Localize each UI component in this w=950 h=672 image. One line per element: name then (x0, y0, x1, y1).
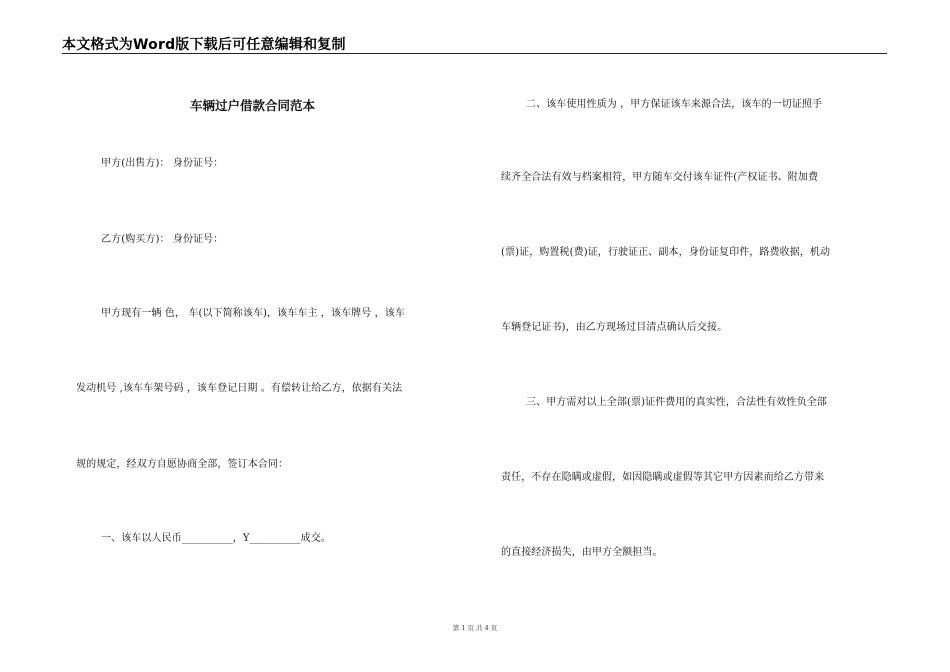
paragraph-line: 三、甲方需对以上全部(票)证件费用的真实性，合法性有效性负全部 (526, 397, 827, 408)
paragraph-line: 一、该车以人民币__________，Y__________成交。 (101, 533, 331, 544)
document-title: 车辆过户借款合同范本 (190, 98, 316, 113)
page-number-footer: 第 1 页 共 4 页 (452, 624, 498, 632)
paragraph-line: (票)证，购置税(费)证，行驶证正、副本，身份证复印件，路费收据，机动 (501, 247, 831, 258)
paragraph-line: 续齐全合法有效与档案相符，甲方随车交付该车证件(产权证书、附加费 (501, 172, 819, 183)
paragraph-line: 甲方现有一辆 色， 车(以下简称该车)，该车车主 ，该车牌号 ，该车 (101, 308, 405, 319)
paragraph-line: 的直接经济损失，由甲方全额担当。 (501, 547, 663, 558)
paragraph-line: 发动机号 ,该车车架号码 ，该车登记日期 。有偿转让给乙方，依据有关法 (76, 383, 403, 394)
download-banner: 本文格式为Word版下载后可任意编辑和复制 (62, 37, 346, 53)
paragraph-line: 乙方(购买方)： 身份证号： (101, 234, 224, 245)
header-rule (62, 53, 887, 54)
paragraph-line: 车辆登记证书)，由乙方现场过目清点确认后交接。 (501, 322, 728, 333)
paragraph-line: 责任，不存在隐瞒或虚假，如因隐瞒或虚假等其它甲方因素而给乙方带来 (501, 472, 825, 483)
paragraph-line: 甲方(出售方)： 身份证号： (101, 158, 224, 169)
paragraph-line: 二、该车使用性质为 ，甲方保证该车来源合法，该车的一切证照手 (526, 99, 823, 110)
paragraph-line: 规的规定，经双方自愿协商全部，签订本合同： (76, 459, 289, 470)
